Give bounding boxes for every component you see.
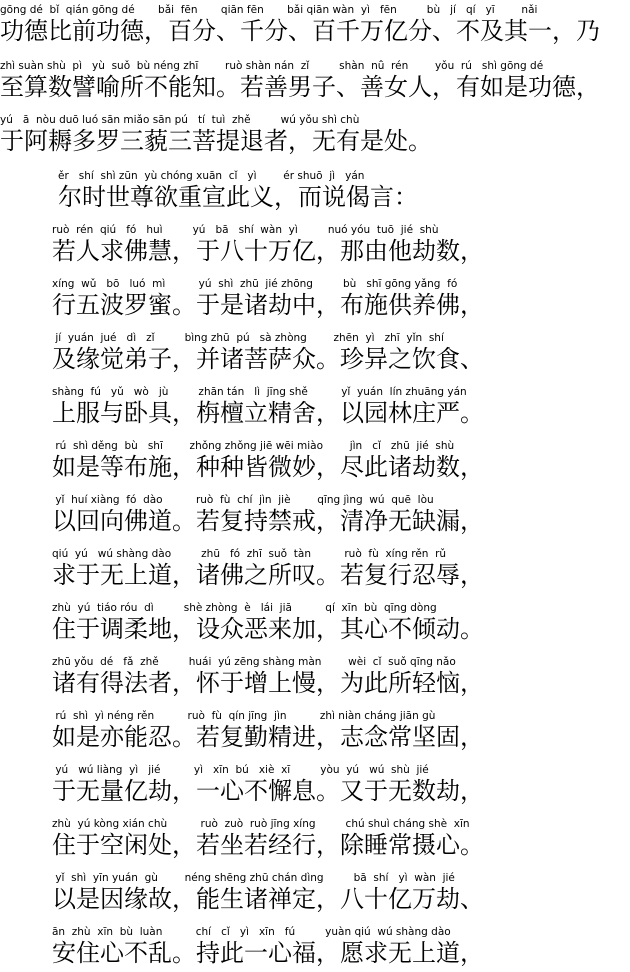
chinese-text: 如是亦能忍。若复勤精进，志念常坚固， [52,723,484,751]
chinese-text: 上服与卧具，栴檀立精舍，以园林庄严。 [52,399,484,427]
pinyin-annotation: gōng dé bǐ qián gōng dé bǎi fēn qiān fēn bǎi qiān wàn yì fēn bù jí qí yī nǎi [0,4,538,16]
chinese-text: 住于空闲处，若坐若经行，除睡常摄心。 [52,831,484,859]
pinyin-annotation: rú shì děng bù shī zhǒng zhǒng jiē wēi miào jìn cǐ zhū jié shù [52,440,455,452]
chinese-text: 功德比前功德，百分、千分、百千万亿分、不及其一，乃 [0,17,600,45]
chinese-text: 求于无上道，诸佛之所叹。若复行忍辱， [52,561,484,589]
pinyin-annotation: zhù yú kòng xián chù ruò zuò ruò jīng xíng chú shuì cháng shè xīn [52,818,470,830]
chinese-text: 如是等布施，种种皆微妙，尽此诸劫数， [52,453,484,481]
pinyin-annotation: zhū yǒu dé fǎ zhě huái yú zēng shàng màn wèi cǐ suǒ qīng nǎo [52,656,456,668]
chinese-text: 至算数譬喻所不能知。若善男子、善女人，有如是功德， [0,73,600,101]
pinyin-annotation: ān zhù xīn bù luàn chí cǐ yì xīn fú yuàn qiú wú shàng dào [52,926,451,938]
pinyin-annotation: yú wú liàng yì jié yì xīn bú xiè xī yòu yú wú shù jié [52,764,429,776]
pinyin-annotation: yú ā nòu duō luó sān miǎo sān pú tí tuì zhě wú yǒu shì chù [0,114,360,126]
chinese-text: 尔时世尊欲重宣此义，而说偈言： [58,183,418,211]
pinyin-annotation: qiú yú wú shàng dào zhū fó zhī suǒ tàn ruò fù xíng rěn rǔ [52,548,447,560]
pinyin-annotation: xíng wǔ bō luó mì yú shì zhū jié zhōng bù shī gōng yǎng fó [52,278,458,290]
pinyin-annotation: jí yuán jué dì zǐ bìng zhū pú sà zhòng zhēn yì zhī yǐn shí [52,332,444,344]
pinyin-annotation: yǐ shì yīn yuán gù néng shēng zhū chán dìng bā shí yì wàn jié [52,872,455,884]
chinese-text: 安住心不乱。持此一心福，愿求无上道， [52,939,484,967]
chinese-text: 及缘觉弟子，并诸菩萨众。珍异之饮食、 [52,345,484,373]
chinese-text: 诸有得法者，怀于增上慢，为此所轻恼， [52,669,484,697]
pinyin-annotation: zhù yú tiáo róu dì shè zhòng è lái jiā qí xīn bù qīng dòng [52,602,437,614]
chinese-text: 住于调柔地，设众恶来加，其心不倾动。 [52,615,484,643]
pinyin-annotation: ěr shí shì zūn yù chóng xuān cǐ yì ér shuō jì yán [58,170,365,182]
chinese-text: 行五波罗蜜。于是诸劫中，布施供养佛， [52,291,484,319]
chinese-text: 若人求佛慧，于八十万亿，那由他劫数， [52,237,484,265]
pinyin-annotation: ruò rén qiú fó huì yú bā shí wàn yì nuó yóu tuō jié shù [52,224,439,236]
pinyin-annotation: rú shì yì néng rěn ruò fù qín jīng jìn zhì niàn cháng jiān gù [52,710,436,722]
chinese-text: 以回向佛道。若复持禁戒，清净无缺漏， [52,507,484,535]
chinese-text: 于无量亿劫，一心不懈息。又于无数劫， [52,777,484,805]
pinyin-annotation: shàng fú yǔ wò jù zhān tán lì jīng shě yǐ yuán lín zhuāng yán [52,386,467,398]
pinyin-annotation: zhì suàn shù pì yù suǒ bù néng zhī ruò shàn nán zǐ shàn nǚ rén yǒu rú shì gōng dé [0,60,544,72]
chinese-text: 于阿耨多罗三藐三菩提退者，无有是处。 [0,127,432,155]
chinese-text: 以是因缘故，能生诸禅定，八十亿万劫、 [52,885,484,913]
pinyin-annotation: yǐ huí xiàng fó dào ruò fù chí jìn jiè qīng jìng wú quē lòu [52,494,434,506]
